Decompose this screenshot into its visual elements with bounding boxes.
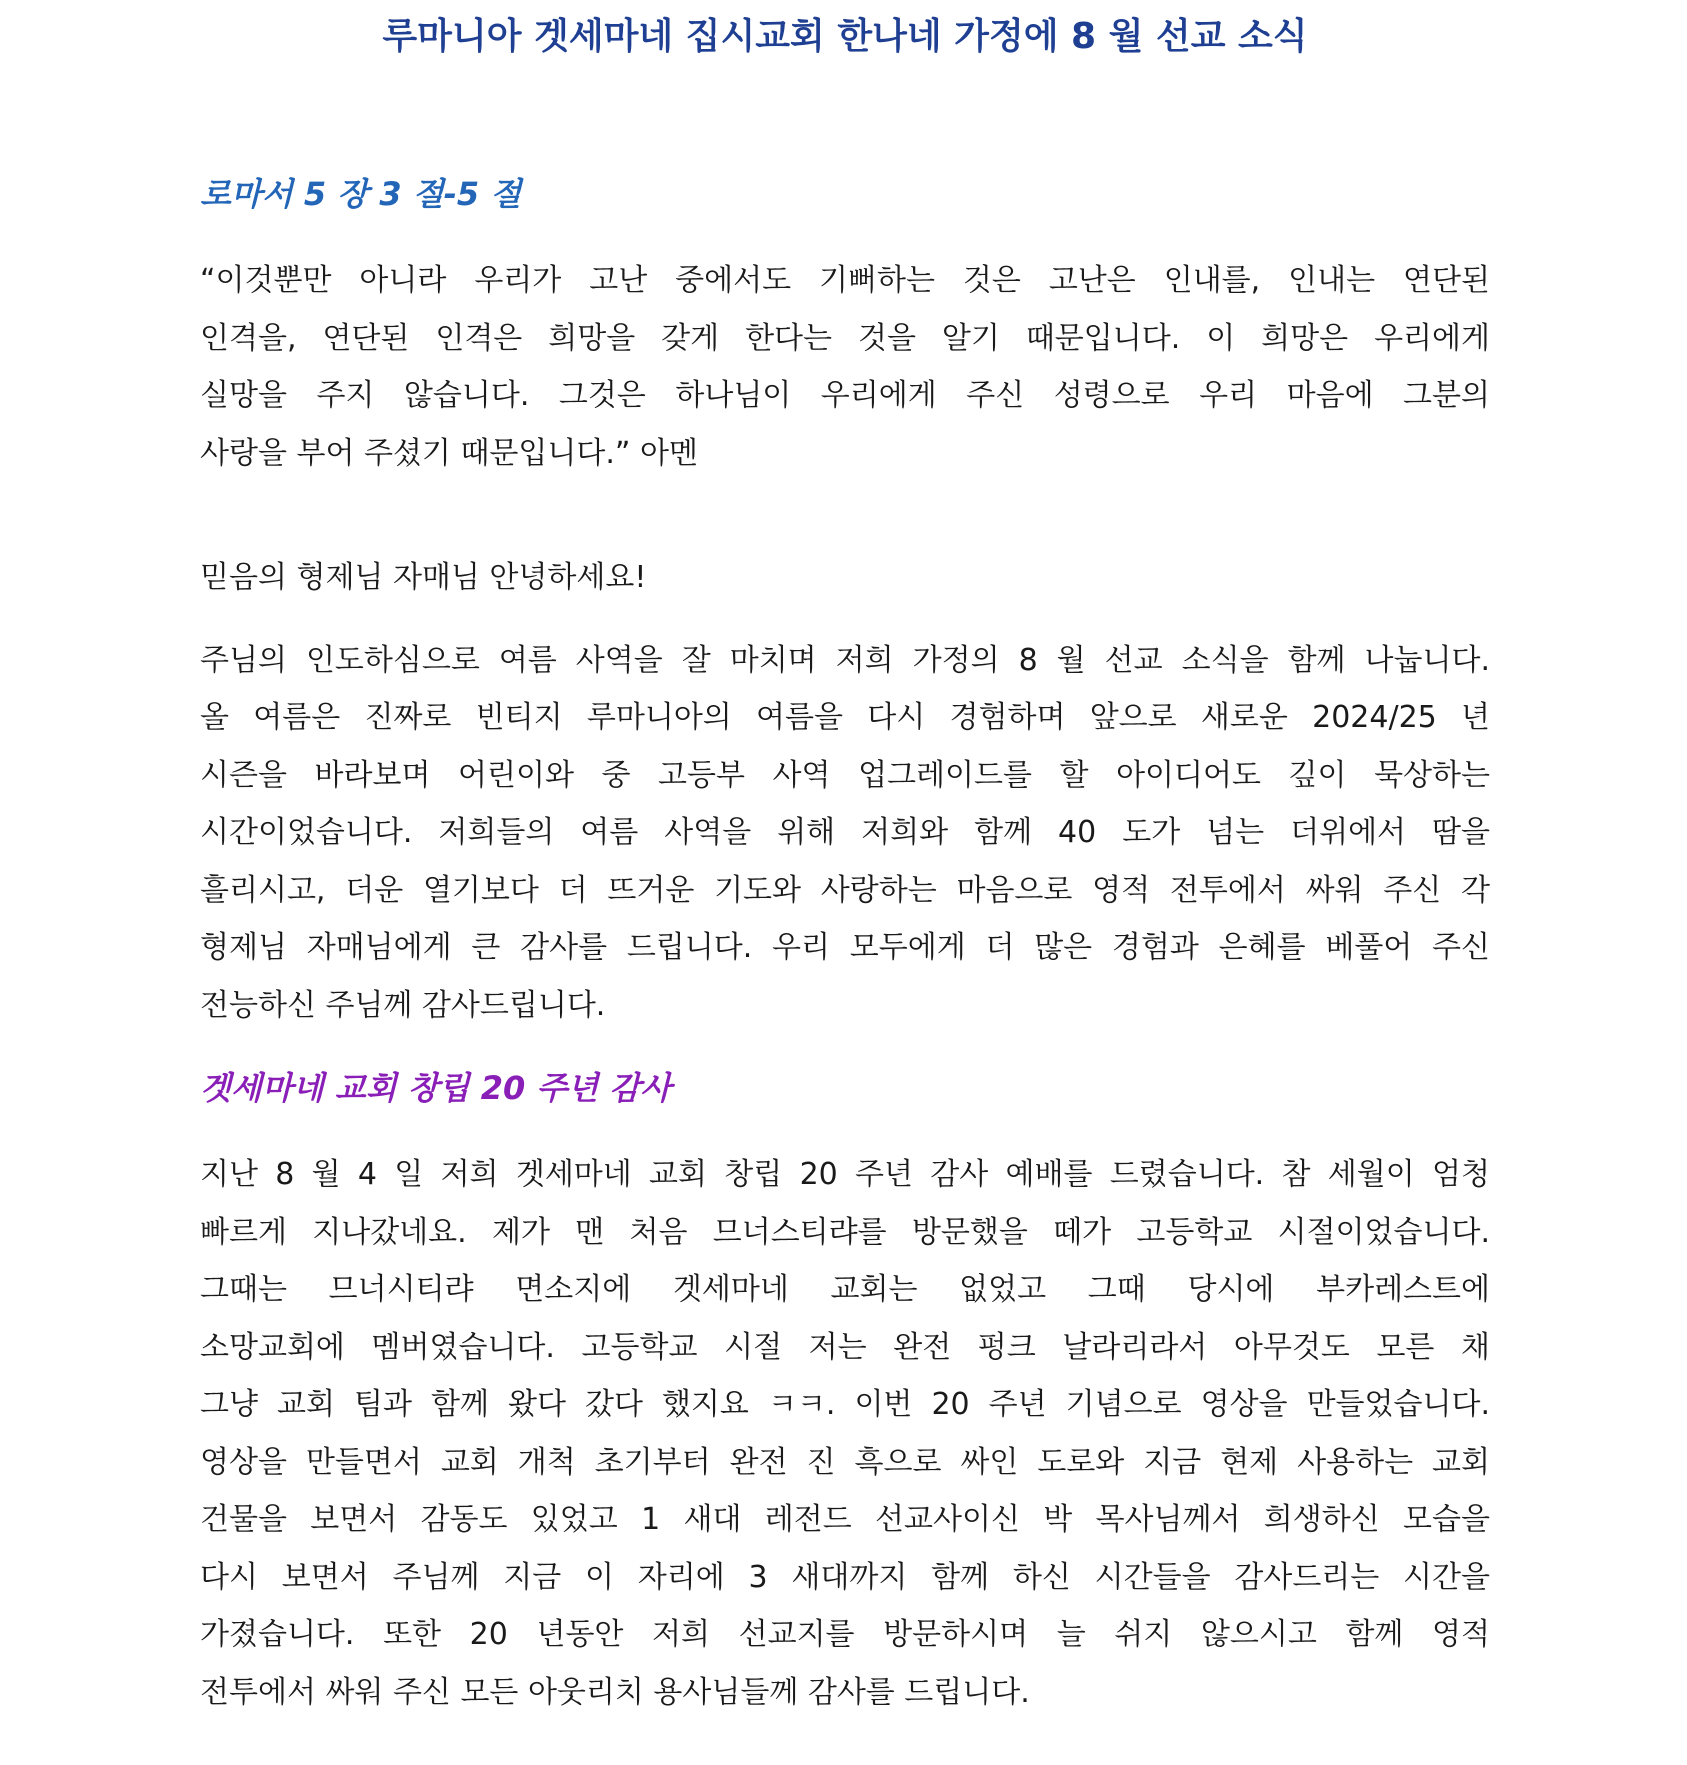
text-line: 건물을 보면서 감동도 있었고 1 새대 레전드 선교사이신 박 목사님께서 희생하신 모습을 xyxy=(200,1502,1490,1537)
page-title: 루마니아 겟세마네 집시교회 한나네 가정에 8 월 선교 소식 xyxy=(382,16,1308,57)
text-line: “이것뿐만 아니라 우리가 고난 중에서도 기뻐하는 것은 고난은 인내를, 인내는 연단된 xyxy=(200,263,1490,298)
anniversary-paragraph xyxy=(200,1146,1490,1721)
text-line: 실망을 주지 않습니다. 그것은 하나님이 우리에게 주신 성령으로 우리 마음에 그분의 xyxy=(200,378,1490,413)
text-line: 전투에서 싸워 주신 모든 아웃리치 용사님들께 감사를 드립니다. xyxy=(200,1674,1030,1710)
greeting xyxy=(200,549,1490,607)
text-line: 인격을, 연단된 인격은 희망을 갖게 한다는 것을 알기 때문입니다. 이 희망은 우리에게 xyxy=(200,320,1490,356)
text-line: 그때는 므너시티랴 면소지에 겟세마네 교회는 없었고 그때 당시에 부카레스트에 xyxy=(200,1272,1490,1307)
text-line: 시간이었습니다. 저희들의 여름 사역을 위해 저희와 함께 40 도가 넘는 더위에서 땀을 xyxy=(200,815,1490,850)
text-line: 형제님 자매님에게 큰 감사를 드립니다. 우리 모두에게 더 많은 경험과 은혜를 베풀어 주신 xyxy=(200,930,1490,965)
text-line: 전능하신 주님께 감사드립니다. xyxy=(200,987,606,1023)
anniversary-heading: 겟세마네 교회 창립 20 주년 감사 xyxy=(200,1069,672,1107)
text-line: 흘리시고, 더운 열기보다 더 뜨거운 기도와 사랑하는 마음으로 영적 전투에서 싸워 주신 각 xyxy=(200,872,1490,908)
text-line: 그냥 교회 팀과 함께 왔다 갔다 했지요 ㅋㅋ. 이번 20 주년 기념으로 영상을 만들었습니다. xyxy=(200,1387,1490,1422)
document-page xyxy=(200,0,1490,1721)
text-line: 다시 보면서 주님께 지금 이 자리에 3 새대까지 함께 하신 시간들을 감사드리는 시간을 xyxy=(200,1559,1490,1595)
text-line: 지난 8 월 4 일 저희 겟세마네 교회 창립 20 주년 감사 예배를 드렸습니다. 참 세월이 엄청 xyxy=(200,1157,1490,1192)
text-line: 가졌습니다. 또한 20 년동안 저희 선교지를 방문하시며 늘 쉬지 않으시고 함께 영적 xyxy=(200,1617,1490,1652)
scripture-reference: 로마서 5 장 3 절-5 절 xyxy=(200,175,522,213)
intro-paragraph xyxy=(200,632,1490,1035)
text-line: 시즌을 바라보며 어린이와 중 고등부 사역 업그레이드를 할 아이디어도 깊이 묵상하는 xyxy=(200,757,1490,793)
scripture-quote xyxy=(200,252,1490,482)
text-line: 소망교회에 멤버였습니다. 고등학교 시절 저는 완전 펑크 날라리라서 아무것도 모른 채 xyxy=(200,1329,1490,1365)
text-line: 영상을 만들면서 교회 개척 초기부터 완전 진 흑으로 싸인 도로와 지금 현제 사용하는 교회 xyxy=(200,1444,1490,1480)
text-line: 주님의 인도하심으로 여름 사역을 잘 마치며 저희 가정의 8 월 선교 소식을 함께 나눕니다. xyxy=(200,642,1490,678)
text-line: 사랑을 부어 주셨기 때문입니다.” 아멘 xyxy=(200,435,698,471)
text-line: 믿음의 형제님 자매님 안녕하세요! xyxy=(200,560,647,595)
text-line: 올 여름은 진짜로 빈티지 루마니아의 여름을 다시 경험하며 앞으로 새로운 2024/25 년 xyxy=(200,700,1490,735)
text-line: 빠르게 지나갔네요. 제가 맨 처음 므너스티랴를 방문했을 떼가 고등학교 시절이었습니다. xyxy=(200,1214,1490,1250)
